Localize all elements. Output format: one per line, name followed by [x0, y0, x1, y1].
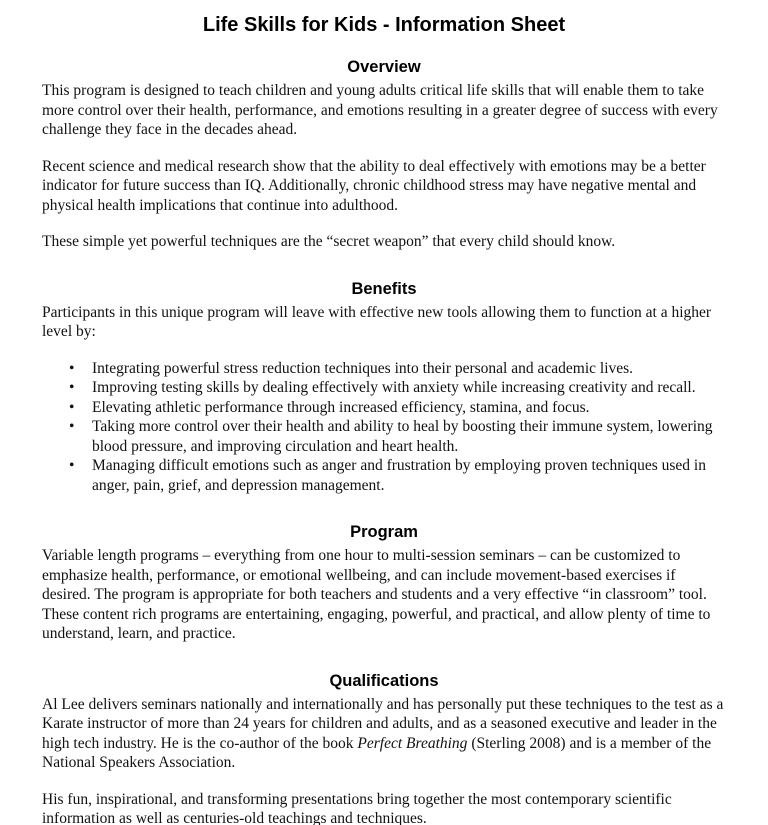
bullet-item: • Elevating athletic performance through increased efficiency, stamina, and focus. — [42, 398, 726, 418]
book-title: Perfect Breathing — [357, 734, 468, 752]
qualifications-text-before-book: Al Lee delivers seminars nationally and internationally and has personally put these techniques to the test as a Karate instructor of more than 24 years for children and adults, and as a seasoned executive and leader in the high tech industry. He is the co-author of the book — [42, 695, 724, 752]
qualifications-paragraph-1 — [42, 695, 726, 773]
program-heading: Program — [350, 523, 418, 541]
benefits-list — [42, 359, 726, 496]
overview-paragraph-3: These simple yet powerful techniques are the “secret weapon” that every child should know. — [42, 233, 616, 250]
qualifications-paragraph-2: His fun, inspirational, and transforming presentations bring together the most contemporary scientific information as well as centuries-old teachings and techniques. — [42, 790, 672, 825]
overview-heading: Overview — [347, 58, 421, 76]
qualifications-heading: Qualifications — [329, 671, 439, 690]
document-title: Life Skills for Kids - Information Sheet — [202, 14, 566, 36]
benefits-heading: Benefits — [351, 279, 417, 298]
benefits-intro: Participants in this unique program will leave with effective new tools allowing them to function at a higher level by: — [42, 303, 712, 340]
bullet-item: • Taking more control over their health and ability to heal by boosting their immune system, lowering blood pressure, and improving circulation and heart health. — [42, 417, 726, 456]
overview-paragraph-2: Recent science and medical research show that the ability to deal effectively with emotions may be a better indicator for future success than IQ. Additionally, chronic childhood stress may have negative mental and physical health implications that continue into adulthood. — [42, 157, 706, 214]
qualifications-text-after-book: (Sterling 2008) and is a member of the National Speakers Association. — [42, 734, 712, 771]
bullet-item: • Managing difficult emotions such as anger and frustration by employing proven techniques used in anger, pain, grief, and depression management. — [42, 456, 726, 495]
program-paragraph: Variable length programs – everything from one hour to multi-session seminars – can be customized to emphasize health, performance, or emotional wellbeing, and can include movement-based exercises if desired. The program is appropriate for both teachers and students and a very effective “in classroom” tool. These content rich programs are entertaining, engaging, powerful, and practical, and allow plenty of time to understand, learn, and practice. — [42, 547, 711, 642]
overview-paragraph-1: This program is designed to teach children and young adults critical life skills that will enable them to take more control over their health, performance, and emotions resulting in a greater degree of success with every challenge they face in the decades ahead. — [42, 82, 718, 138]
bullet-item: • Integrating powerful stress reduction techniques into their personal and academic lives. — [42, 359, 726, 379]
bullet-item: • Improving testing skills by dealing effectively with anxiety while increasing creativity and recall. — [42, 378, 726, 398]
